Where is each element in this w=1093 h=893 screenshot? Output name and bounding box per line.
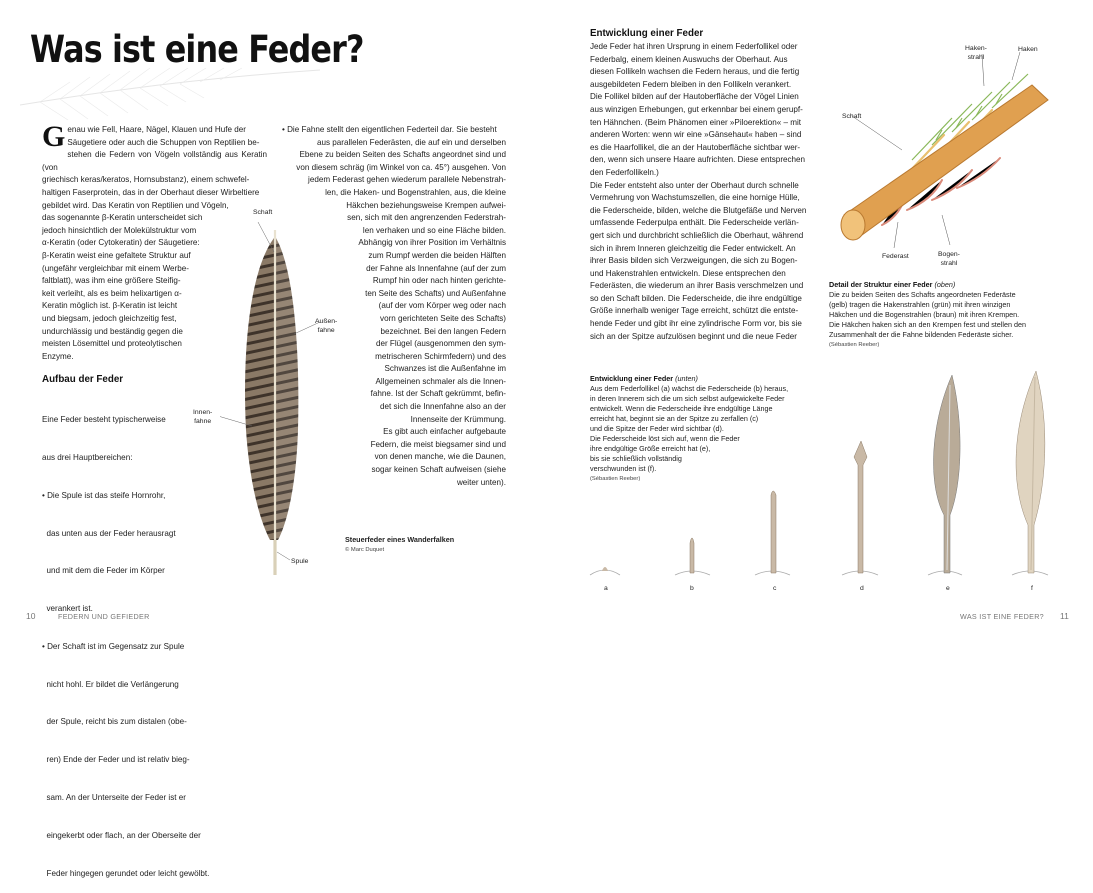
development-caption-position: (unten)	[675, 374, 698, 383]
aufbau-line: sam. An der Unterseite der Feder ist er	[42, 793, 186, 802]
structure-caption-line: (gelb) tragen die Hakenstrahlen (grün) mit ihren winzigen	[829, 300, 1011, 309]
col2-line: Häkchen beziehungsweise Krempen aufwei-	[346, 200, 506, 210]
label-schaft: Schaft	[253, 209, 273, 216]
entw-line: Größe innerhalb weniger Tage erreicht, schützt die entste-	[590, 306, 799, 316]
figure-credit: © Marc Duquet	[345, 547, 385, 553]
col2-line: fahne. Ist der Schaft gekrümmt, befin-	[370, 389, 506, 399]
stage-label-d: d	[860, 585, 864, 592]
col2-line: der Flügel (ausgenommen den sym-	[375, 339, 506, 349]
development-caption-line: erreicht hat, beginnt sie an der Spitze zu zerfallen (c)	[590, 414, 759, 423]
label-innenfahne: Innen- fahne	[193, 409, 213, 425]
section-heading-aufbau: Aufbau der Feder	[42, 374, 124, 385]
intro-line: gebildet wird. Das Keratin von Reptilien und Vögeln,	[42, 200, 229, 210]
entw-line: umfassende Federpulpa enthält. Die Federscheide verlän-	[590, 218, 799, 228]
intro-line: β-Keratin weist eine gefaltete Struktur auf	[42, 250, 191, 260]
section-heading-entwicklung: Entwicklung einer Feder	[590, 28, 704, 39]
col2-line: (auf der vom Körper weg oder nach	[378, 301, 506, 311]
entw-line: ten Hähnchen. (Beim Phänomen einer »Piloerektion« – mit	[590, 117, 802, 127]
col2-line: aus parallelen Federästen, die auf ein und derselben	[317, 137, 506, 147]
development-caption-line: ihre endgültige Größe erreicht hat (e),	[590, 444, 711, 453]
col2-line: Innenseite der Krümmung.	[410, 414, 506, 424]
col2-line: len verhaken und so eine Fläche bilden.	[362, 225, 506, 235]
col2-line: von diesem schräg (im Winkel von ca. 45°) ausgehen. Von	[296, 162, 506, 172]
col2-line: der Fahne als Innenfahne (auf der zum	[366, 263, 506, 273]
intro-line: keit verleiht, als es beim helixartigen α-	[42, 288, 182, 298]
entw-line: so den Schaft bilden. Die Federscheide, die ihre endgültige	[590, 293, 802, 303]
col2-line: • Die Fahne stellt den eigentlichen Federteil dar. Sie besteht	[282, 125, 497, 134]
aufbau-line: verankert ist.	[42, 604, 93, 614]
stage-label-e: e	[946, 585, 950, 592]
label-haken: Haken	[1018, 46, 1038, 53]
col2-line: Federn, die meist biegsamer sind und	[370, 439, 506, 449]
aufbau-line: und mit dem die Feder im Körper	[42, 566, 165, 576]
structure-caption-credit: (Sébastien Reeber)	[829, 342, 880, 348]
entw-line: es die Haarfollikel, die an der Hautoberfläche sichtbar wer-	[590, 142, 801, 152]
entw-line: die Federscheide, bilden, welche die Blutgefäße und Nerven	[590, 205, 807, 215]
structure-caption-title: Detail der Struktur einer Feder	[829, 280, 933, 289]
col2-line: weiter unten).	[456, 477, 506, 487]
label-aussenfahne: Außen- fahne	[315, 318, 338, 334]
development-caption-line: und die Spitze der Feder wird sichtbar (d).	[590, 424, 724, 433]
entw-line: Vermehrung von Wachstumszellen, die eine hornige Hülle,	[590, 193, 800, 203]
col2-line: von denen manche, wie die Daunen,	[374, 452, 506, 462]
intro-line: undurchlässig und beständig gegen die	[42, 326, 183, 336]
col2-line: len, die Haken- und Bogenstrahlen, aus, die kleine	[325, 187, 506, 197]
aufbau-line: der Spule, reicht bis zum distalen (obe-	[42, 717, 187, 727]
entw-line: Die Follikel bilden auf der Hautoberfläche der Vögel Linien	[590, 92, 799, 102]
col2-line: sogar keinen Schaft aufweisen (siehe	[371, 465, 506, 475]
development-caption-line: verschwunden ist (f).	[590, 464, 657, 473]
col2-line: sen, sich mit den angrenzenden Federstrah-	[347, 213, 506, 223]
intro-line: stehen die Federn von Vögeln vollständig aus Keratin (von	[42, 150, 267, 172]
aufbau-line: Eine Feder besteht typischerweise	[42, 415, 166, 425]
stage-label-c: c	[773, 585, 777, 592]
col2-line: ten Seite des Schafts) und Außenfahne	[365, 288, 506, 298]
stage-label-a: a	[604, 585, 608, 592]
page-number-right: 11	[1060, 611, 1069, 621]
development-caption-line: in deren Innerem sich die um sich selbst aufgewickelte Feder	[590, 394, 785, 403]
label-spule: Spule	[291, 558, 309, 565]
aufbau-line: nicht hohl. Er bildet die Verlängerung	[42, 679, 179, 689]
figure-caption: Steuerfeder eines Wanderfalken	[345, 535, 455, 544]
aufbau-line: eingekerbt oder flach, an der Oberseite der	[42, 830, 201, 840]
entw-line: Federbalg, einem kleinen Auswuchs der Oberhaut. Aus	[590, 54, 788, 64]
entw-line: diesen Follikeln wachsen die Federn heraus, und die fertig	[590, 67, 800, 77]
entw-line: ausgebildeten Federn bleiben in den Follikeln verankert.	[590, 79, 792, 89]
entw-line: Federästen, die wiederum an ihrer Basis verschmelzen und	[590, 281, 804, 291]
label-federast: Federast	[882, 253, 909, 260]
feather-development-stages	[580, 365, 1080, 585]
structure-caption-line: Zusammenhalt der die Fahne bildenden Federäste sicher.	[829, 330, 1014, 339]
running-footer-left: FEDERN UND GEFIEDER	[58, 612, 150, 621]
entw-line: den, wenn sich unsere Haare aufrichten. Diese entsprechen	[590, 155, 806, 165]
col2-line: det sich die Innenfahne also an der	[380, 402, 506, 412]
col2-line: jedem Federast gehen wiederum parallele Nebenstrah-	[308, 175, 506, 185]
intro-line: griechisch keras/keratos, Hornsubstanz), einem schwefel-	[42, 175, 250, 185]
entw-line: den Federfollikeln.)	[590, 167, 659, 177]
col2-line: Abhängig von ihrer Position im Verhältnis	[358, 238, 506, 248]
page-title: Was ist eine Feder?	[30, 28, 364, 71]
col2-line: bezeichnet. Bei den langen Federn	[380, 326, 506, 336]
entw-line: aus winzigen Erhebungen, gut erkennbar bei einem gerupf-	[590, 104, 803, 114]
intro-line: das sogenannte β-Keratin unterscheidet sich	[42, 213, 203, 223]
intro-line: enau wie Fell, Haare, Nägel, Klauen und Hufe der	[67, 125, 246, 134]
aufbau-line: • Der Schaft ist im Gegensatz zur Spule	[42, 641, 185, 651]
development-caption-title: Entwicklung einer Feder	[590, 374, 674, 383]
col2-line: Allgemeinen schmaler als die Innen-	[375, 376, 506, 386]
development-caption-line: Die Federscheide löst sich auf, wenn die Feder	[590, 434, 740, 443]
col2-line: metrischeren Schirmfedern) und des	[375, 351, 506, 361]
structure-caption-position: (oben)	[934, 280, 956, 289]
entw-line: und Hakenstrahlen entwickeln. Diese entsprechen den	[590, 268, 786, 278]
col2-line: Rumpf hin oder nach hinten gerichte-	[372, 276, 506, 286]
structure-caption-line: Häkchen und die Bogenstrahlen (braun) mit ihren Krempen.	[829, 310, 1020, 319]
stage-label-b: b	[690, 585, 694, 592]
falcon-feather-illustration	[220, 210, 340, 580]
col2-line: Ebene zu beiden Seiten des Schafts angeordnet sind und	[299, 150, 506, 160]
development-caption-credit: (Sébastien Reeber)	[590, 476, 641, 482]
structure-caption-line: Die zu beiden Seiten des Schafts angeordneten Federäste	[829, 290, 1016, 299]
development-caption-line: Aus dem Federfollikel (a) wächst die Federscheide (b) heraus,	[590, 384, 789, 393]
entw-line: sich an der Spitze aufzulösen beginnt und die neue Feder	[590, 331, 797, 341]
aufbau-line: • Die Spule ist das steife Hornrohr,	[42, 490, 166, 500]
structure-caption-line: Die Häkchen haken sich an den Krempen fest und stellen den	[829, 320, 1026, 329]
col2-line: vorn gerichteten Seite des Schafts)	[380, 313, 506, 323]
col2-line: Es gibt auch einfacher aufgebaute	[383, 427, 506, 437]
intro-line: Enzyme.	[42, 351, 74, 361]
aufbau-line: ren) Ende der Feder und ist relativ bieg-	[42, 755, 190, 765]
development-caption-line: entwickelt. Wenn die Federscheide ihre endgültige Länge	[590, 404, 773, 413]
entwicklung-text	[590, 41, 815, 343]
label-schaft-detail: Schaft	[842, 113, 862, 120]
intro-line: (ungefähr vergleichbar mit einem Werbe-	[42, 263, 189, 273]
page-number-left: 10	[26, 611, 36, 621]
aufbau-line: Feder hingegen gerundet oder leicht gewölbt.	[42, 868, 210, 878]
aufbau-line: das unten aus der Feder herausragt	[42, 528, 176, 538]
intro-line: Säugetiere oder auch die Schuppen von Reptilien be-	[67, 137, 260, 147]
entw-line: gert sich und durchbricht schließlich die Oberhaut, während	[590, 230, 804, 240]
running-footer-right: WAS IST EINE FEDER?	[960, 612, 1044, 621]
development-caption-line: bis sie schließlich vollständig	[590, 454, 682, 463]
intro-line: α-Keratin (oder Cytokeratin) der Säugetiere:	[42, 238, 200, 248]
intro-line: Keratin möglich ist. β-Keratin ist leicht	[42, 301, 178, 311]
col2-line: zum Rumpf werden die beiden Hälften	[368, 250, 506, 260]
intro-line: jedoch hinsichtlich der Molekülstruktur vom	[42, 225, 197, 235]
intro-line: meisten Lösemittel und proteolytischen	[42, 339, 182, 349]
feather-structure-diagram	[832, 40, 1072, 280]
intro-line: und biegsam, jedoch gleichzeitig fest,	[42, 313, 177, 323]
drop-cap: G	[42, 120, 66, 153]
entw-line: sich in ihrem Inneren gleichzeitig die Feder entwickelt. An	[590, 243, 796, 253]
label-bogenstrahl: Bogen- strahl	[938, 251, 960, 267]
intro-line: faltblatt), was ihm eine größere Steifig-	[42, 276, 181, 286]
structure-caption	[829, 280, 1079, 350]
entw-line: Die Feder entsteht also unter der Oberhaut durch schnelle	[590, 180, 799, 190]
stage-label-f: f	[1031, 585, 1033, 592]
entw-line: anderen Worten: wenn wir eine »Gänsehaut« haben – sind	[590, 130, 802, 140]
col2-line: Schwanzes ist die Außenfahne im	[384, 364, 506, 374]
aufbau-line: aus drei Hauptbereichen:	[42, 452, 133, 462]
label-hakenstrahl: Haken- strahl	[965, 45, 987, 61]
entw-line: hende Feder und gibt ihr eine zylindrische Form vor, bis sie	[590, 319, 802, 329]
intro-line: haltigen Faserprotein, das in der Oberhaut dieser Wirbeltiere	[42, 187, 260, 197]
entw-line: Jede Feder hat ihren Ursprung in einem Federfollikel oder	[590, 42, 798, 51]
entw-line: ihrer Basis bilden sich Verzweigungen, die sich zu Bogen-	[590, 256, 798, 266]
